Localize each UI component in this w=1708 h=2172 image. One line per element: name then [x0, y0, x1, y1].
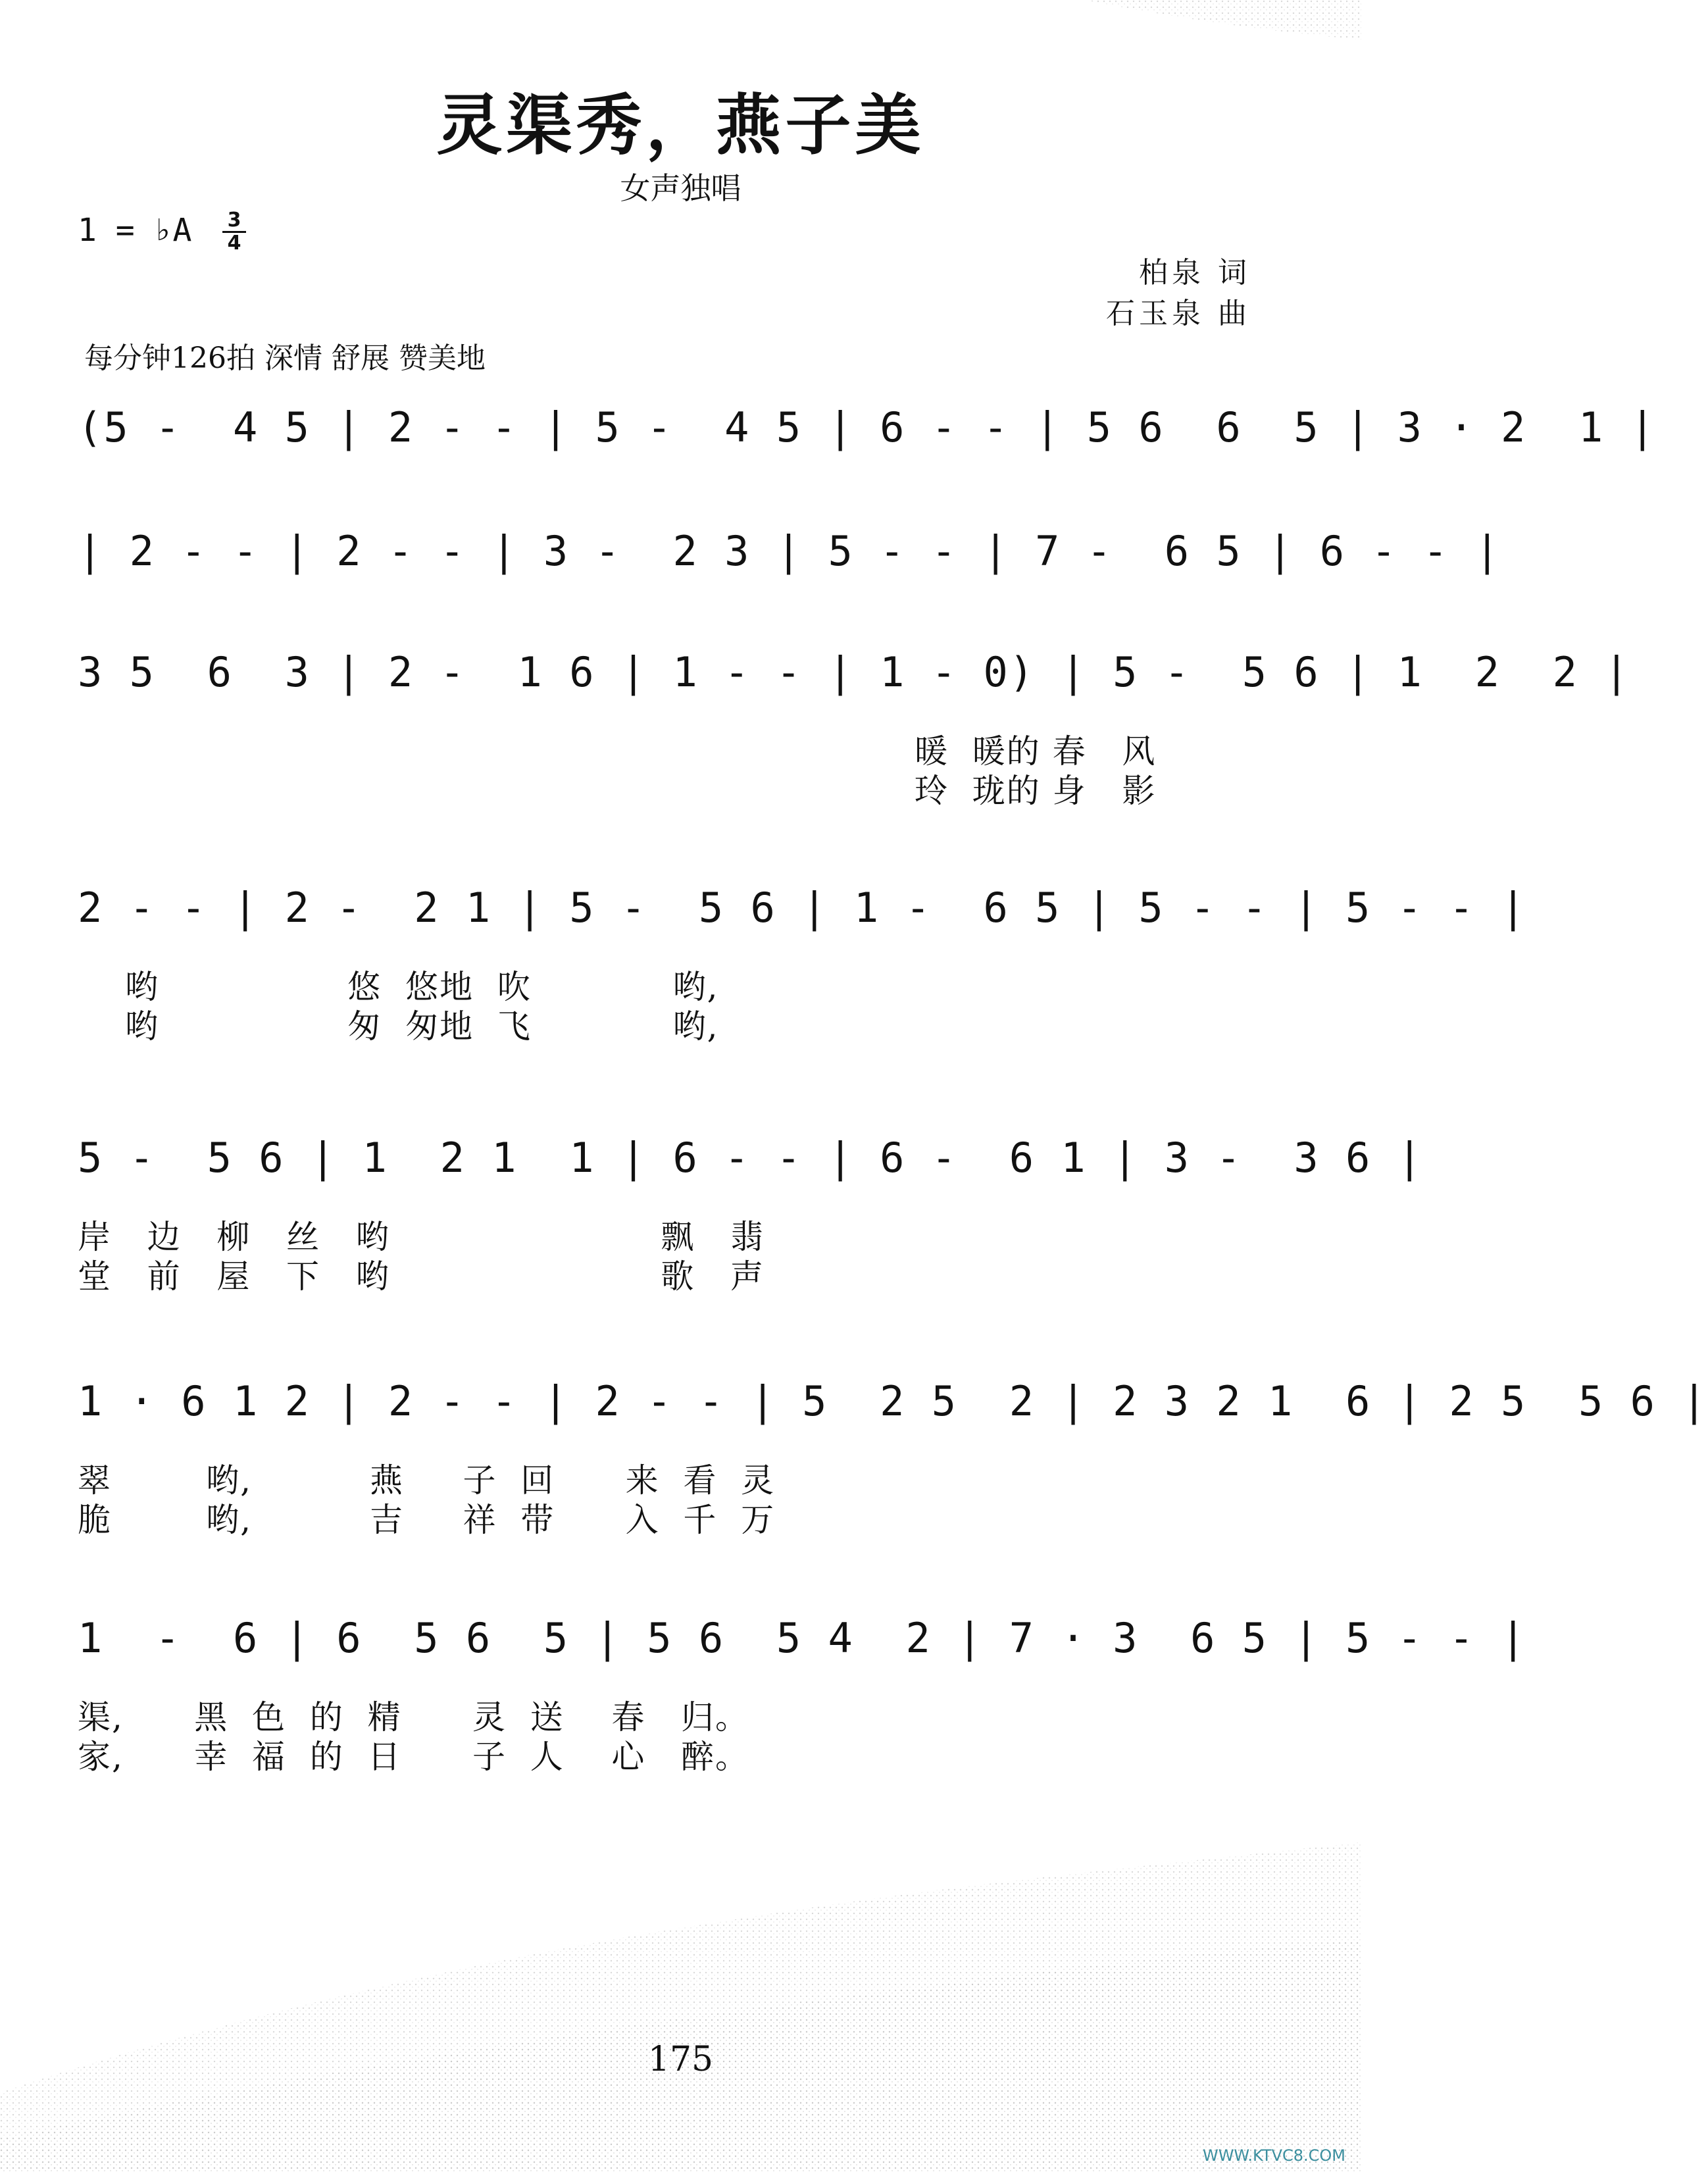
- key-signature: 1 = ♭A: [78, 212, 192, 249]
- decorative-background-texture: [0, 1829, 1361, 2171]
- page-number: 175: [647, 2040, 714, 2079]
- lyrics-verse-2: 堂 前 屋 下 哟 歌 声: [78, 1257, 765, 1296]
- lyrics-verse-1: 渠, 黑 色 的 精 灵 送 春 归。: [78, 1698, 750, 1736]
- score-line-2: [0, 525, 1501, 617]
- lyrics-verse-2: 家, 幸 福 的 日 子 人 心 醉。: [78, 1738, 750, 1776]
- composer-credit: 石玉泉 曲: [1106, 297, 1251, 330]
- notation-line: (5 - 4 5 | 2 - - | 5 - 4 5 | 6 - - | 5 6 6 5 | 3 · 2 1 |: [78, 403, 1656, 451]
- notation-line: | 2 - - | 2 - - | 3 - 2 3 | 5 - - | 7 - 6 5 | 6 - - |: [78, 527, 1501, 575]
- lyrics-verse-2: 玲 珑的 身 影: [915, 772, 1157, 810]
- watermark: WWW.KTVC8.COM: [1202, 2146, 1345, 2165]
- tempo-marking: 每分钟126拍 深情 舒展 赞美地: [84, 341, 486, 375]
- score-line-3: [0, 646, 1630, 817]
- lyrics-verse-2: 脆 哟, 吉 祥 带 入 千 万: [78, 1501, 776, 1539]
- notation-line: 1 - 6 | 6 5 6 5 | 5 6 5 4 2 | 7 · 3 6 5 | 5 - - |: [78, 1614, 1527, 1662]
- decorative-corner-texture: [1085, 0, 1361, 46]
- lyrics-verse-1: 哟 悠 悠地 吹 哟,: [125, 968, 719, 1006]
- score-line-5: [0, 1132, 1424, 1303]
- notation-line: 3 5 6 3 | 2 - 1 6 | 1 - - | 1 - 0) | 5 - 5 6 | 1 2 2 |: [78, 648, 1630, 696]
- lyrics-verse-2: 哟 匆 匆地 飞 哟,: [125, 1007, 719, 1046]
- score-line-7: [0, 1612, 1527, 1783]
- page-title: 灵渠秀，燕子美: [436, 87, 925, 164]
- lyrics-verse-1: 岸 边 柳 丝 哟 飘 翡: [78, 1218, 765, 1256]
- notation-line: 5 - 5 6 | 1 2 1 1 | 6 - - | 6 - 6 1 | 3 - 3 6 |: [78, 1134, 1424, 1182]
- lyrics-verse-1: 翠 哟, 燕 子 回 来 看 灵: [78, 1461, 776, 1500]
- time-signature-top: 3: [227, 209, 241, 232]
- lyrics-verse-1: 暖 暖的 春 风: [915, 732, 1157, 770]
- lyricist-credit: 柏泉 词: [1139, 256, 1251, 290]
- time-signature-bottom: 4: [227, 232, 241, 255]
- notation-line: 1 · 6 1 2 | 2 - - | 2 - - | 5 2 5 2 | 2 3 2 1 6 | 2 5 5 6 |: [78, 1377, 1708, 1425]
- subtitle: 女声独唱: [620, 170, 741, 206]
- score-line-1: [0, 401, 1656, 493]
- time-signature: [222, 211, 246, 253]
- notation-line: 2 - - | 2 - 2 1 | 5 - 5 6 | 1 - 6 5 | 5 - - | 5 - - |: [78, 884, 1527, 932]
- score-line-6: [0, 1375, 1708, 1546]
- score-line-4: [0, 882, 1527, 1053]
